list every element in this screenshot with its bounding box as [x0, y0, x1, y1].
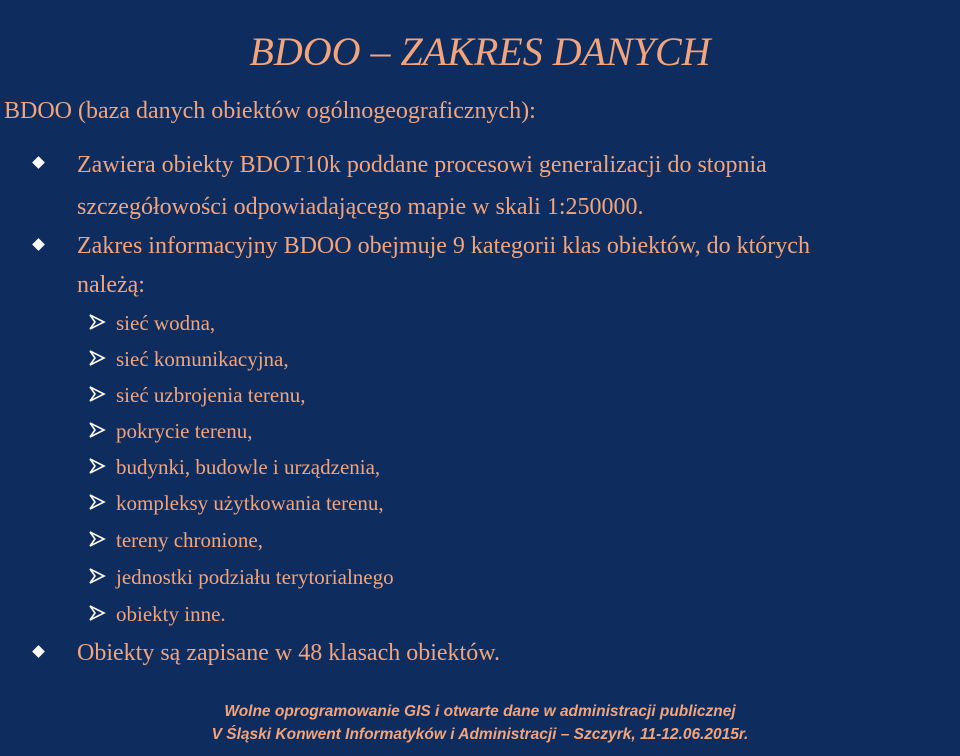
diamond-bullet-icon	[32, 156, 45, 169]
category-item	[88, 341, 688, 377]
category-label: jednostki podziału terytorialnego	[116, 565, 394, 589]
diamond-bullet-icon	[32, 238, 45, 251]
category-item	[88, 522, 688, 558]
category-label: tereny chronione,	[116, 528, 263, 552]
arrowhead-bullet-icon	[88, 457, 106, 475]
arrowhead-bullet-icon	[88, 421, 106, 439]
category-item	[88, 305, 688, 341]
category-label: budynki, budowle i urządzenia,	[116, 455, 381, 479]
intro-text: BDOO (baza danych obiektów ogólnogeograficznych):	[4, 98, 536, 124]
category-item	[88, 377, 688, 413]
arrowhead-bullet-icon	[88, 604, 106, 622]
category-label: sieć wodna,	[116, 311, 216, 335]
arrowhead-bullet-icon	[88, 349, 106, 367]
bullet-1-line-1: Zawiera obiekty BDOT10k poddane procesowi generalizacji do stopnia	[77, 152, 767, 178]
category-item	[88, 413, 688, 449]
footer-line-1: Wolne oprogramowanie GIS i otwarte dane w administracji publicznej	[224, 703, 736, 720]
arrowhead-bullet-icon	[88, 530, 106, 548]
arrowhead-bullet-icon	[88, 567, 106, 585]
bullet-2-line-2: należą:	[77, 272, 145, 298]
category-label: kompleksy użytkowania terenu,	[116, 491, 384, 515]
category-label: pokrycie terenu,	[116, 419, 253, 443]
slide-title: BDOO – ZAKRES DANYCH	[249, 29, 711, 74]
bullet-1-line-2: szczegółowości odpowiadającego mapie w skali 1:250000.	[77, 194, 644, 220]
bullet-2-line-1: Zakres informacyjny BDOO obejmuje 9 kategorii klas obiektów, do których	[77, 233, 810, 259]
arrowhead-bullet-icon	[88, 313, 106, 331]
category-label: obiekty inne.	[116, 602, 226, 626]
arrowhead-bullet-icon	[88, 493, 106, 511]
closing-text: Obiekty są zapisane w 48 klasach obiektów.	[77, 640, 500, 666]
category-item	[88, 485, 688, 521]
category-item	[88, 449, 688, 485]
category-label: sieć uzbrojenia terenu,	[116, 383, 306, 407]
arrowhead-bullet-icon	[88, 385, 106, 403]
category-label: sieć komunikacyjna,	[116, 347, 289, 371]
category-item	[88, 559, 688, 595]
category-item	[88, 596, 688, 632]
diamond-bullet-icon	[32, 645, 45, 658]
footer-line-2: V Śląski Konwent Informatyków i Administracji – Szczyrk, 11-12.06.2015r.	[211, 726, 749, 743]
